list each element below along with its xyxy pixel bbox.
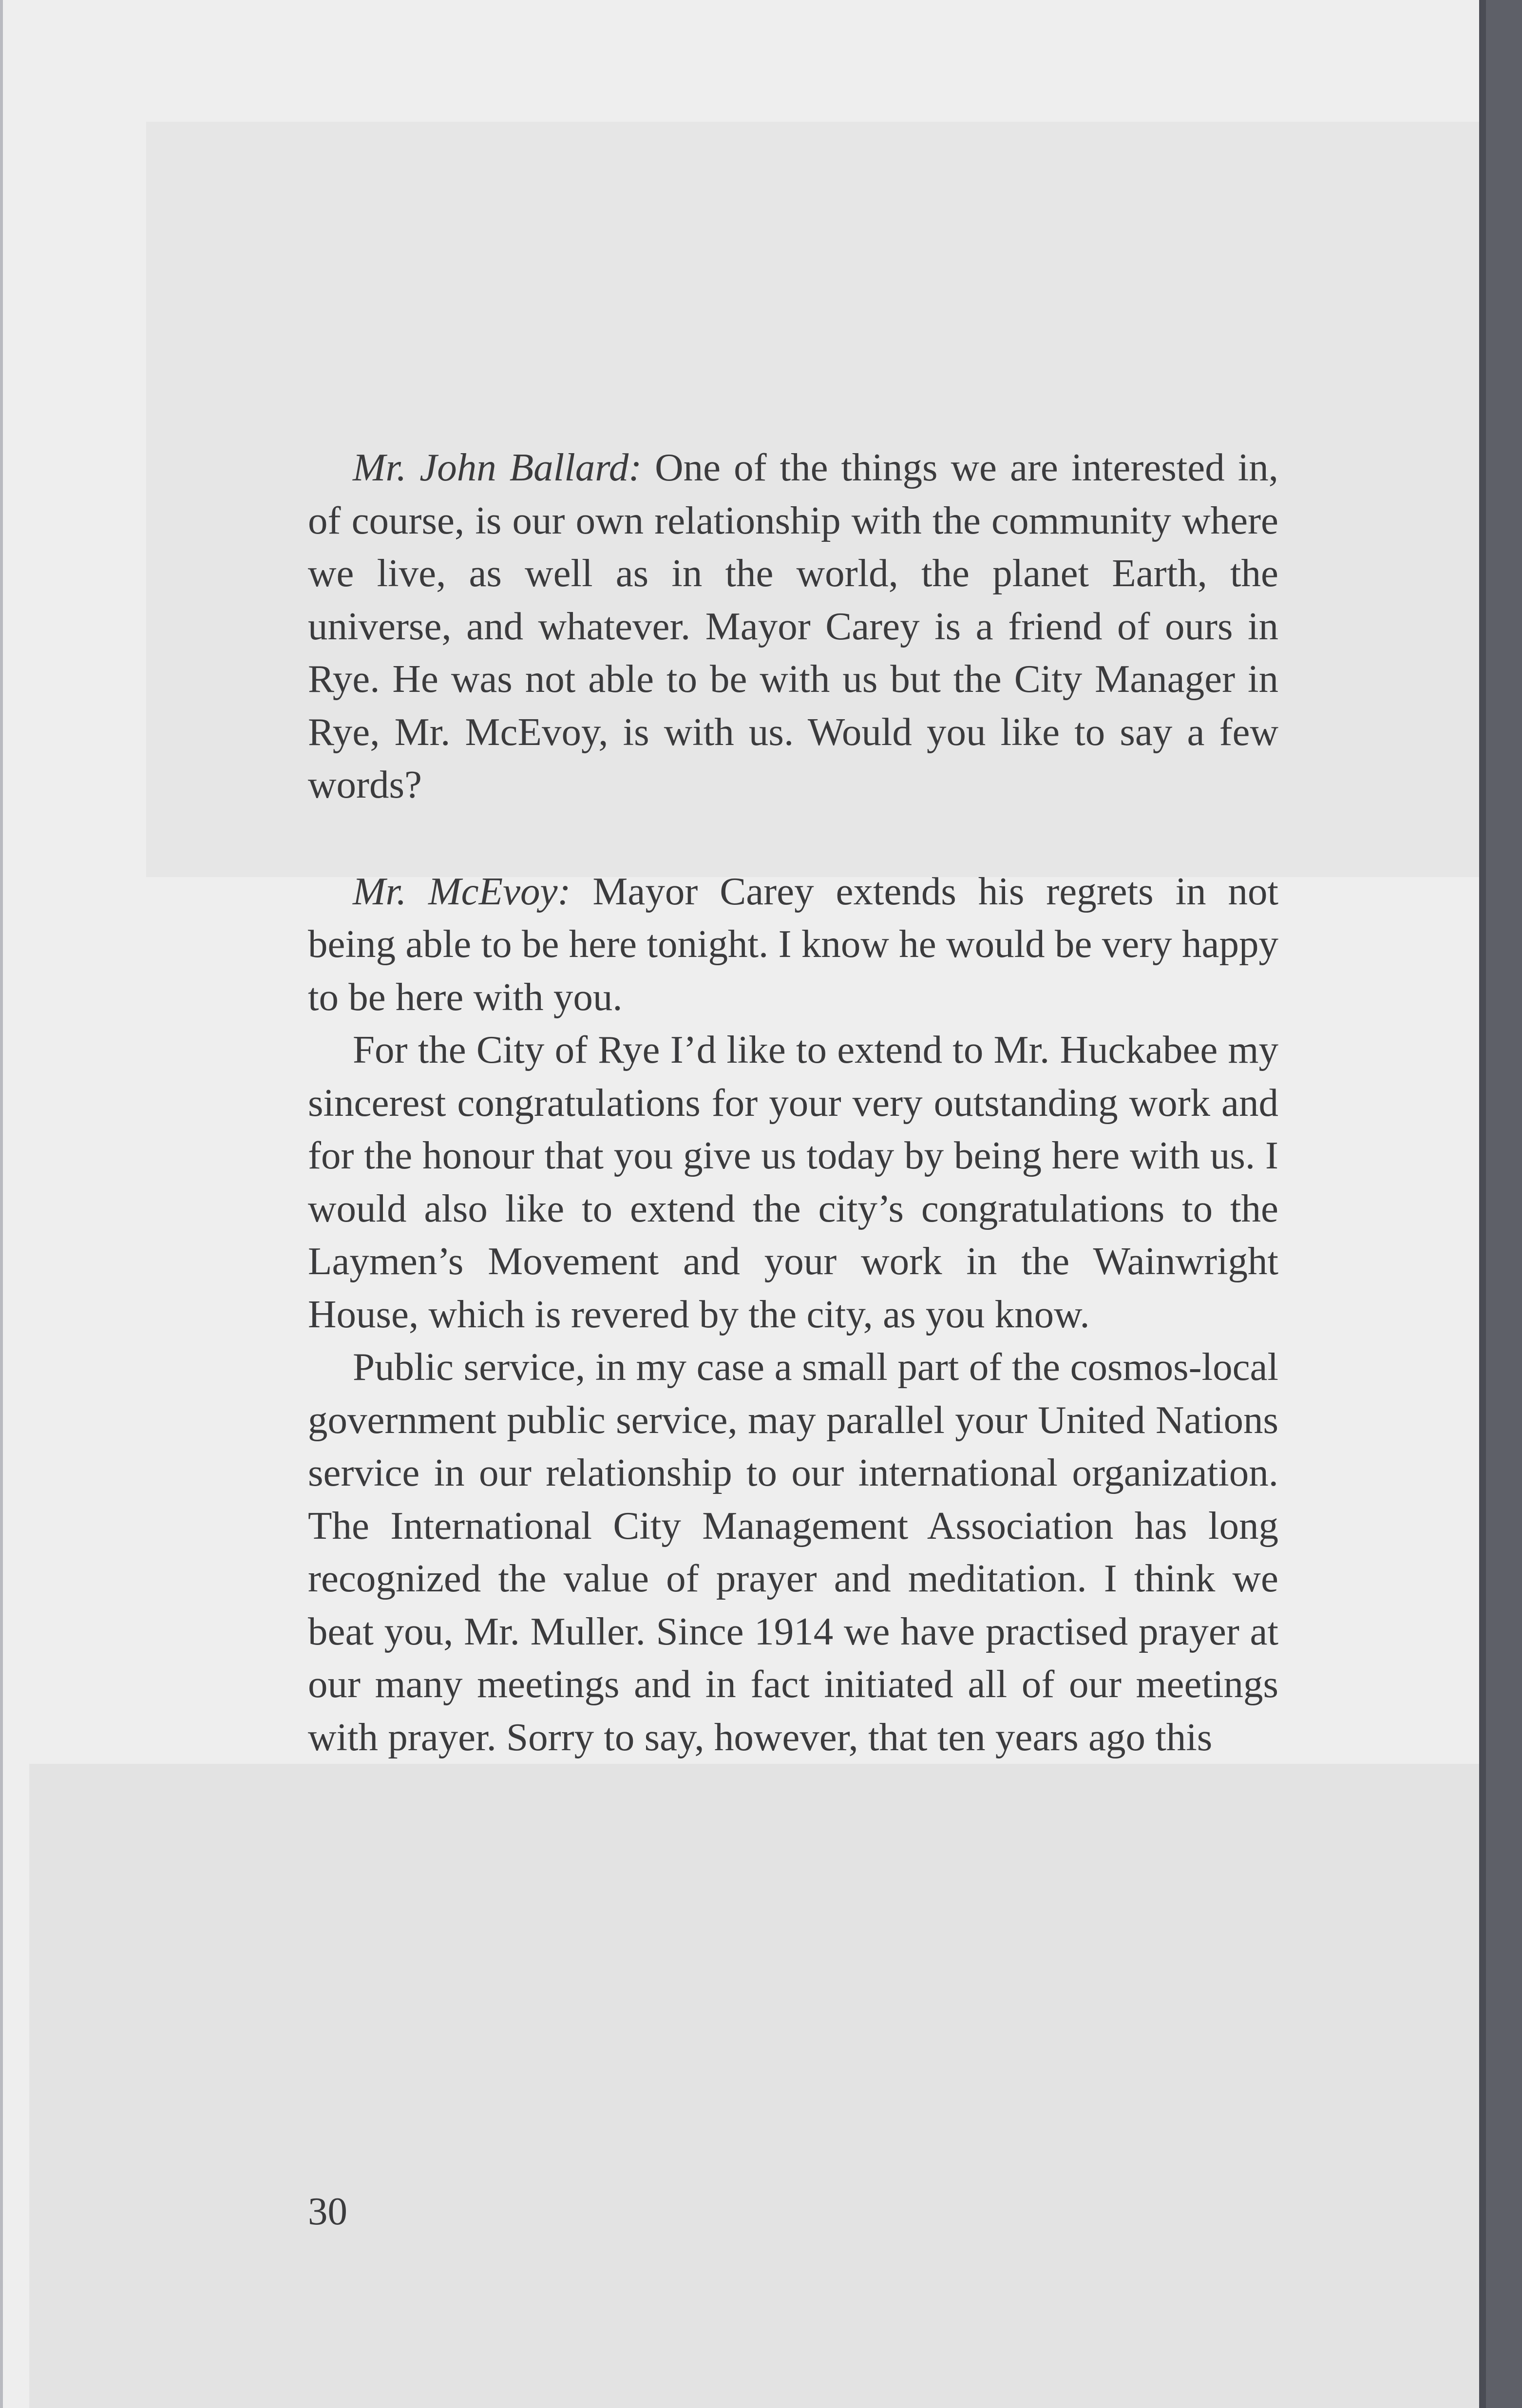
page-left-edge (0, 0, 3, 2408)
page-body-text (308, 441, 1278, 1763)
speech-text: One of the things we are interested in, of course, is our own relationship with the community where we live, as well as in the world, the planet Earth, the universe, and whatever. Mayor Carey is a friend of ours in Rye. He was not able to be with us but the City Manager in Rye, Mr. McEvoy, is with us. Would you like to say a few words? (308, 445, 1278, 806)
speaker-name: Mr. McEvoy: (353, 869, 571, 913)
paragraph-rye-congratulations: For the City of Rye I’d like to extend to Mr. Huckabee my sincerest congratulations for your very outstanding work and for the honour that you give us today by being here with us. I would also like to extend the city’s congratulations to the Laymen’s Movement and your work in the Wainwright House, which is revered by the city, as you know. (308, 1028, 1278, 1336)
page-right-edge (1479, 0, 1486, 2408)
paragraph-ballard (308, 441, 1278, 811)
page-number: 30 (308, 2189, 347, 2233)
paragraph-public-service: Public service, in my case a small part of the cosmos-local government public service, may parallel your United Nations service in our relationship to our international organization. The International City Management Association has long recognized the value of prayer and meditation. I think we beat you, Mr. Muller. Since 1914 we have practised prayer at our many meetings and in fact initiated all of our meetings with prayer. Sorry to say, however, that ten years ago this (308, 1345, 1278, 1759)
speech-text: Mayor Carey extends his regrets in not being able to be here tonight. I know he would be very happy to be here with you. (308, 869, 1278, 1019)
show-through-shadow-bottom (29, 1764, 1486, 2408)
speaker-name: Mr. John Ballard: (353, 445, 642, 489)
paragraph-mcevoy (308, 865, 1278, 1024)
